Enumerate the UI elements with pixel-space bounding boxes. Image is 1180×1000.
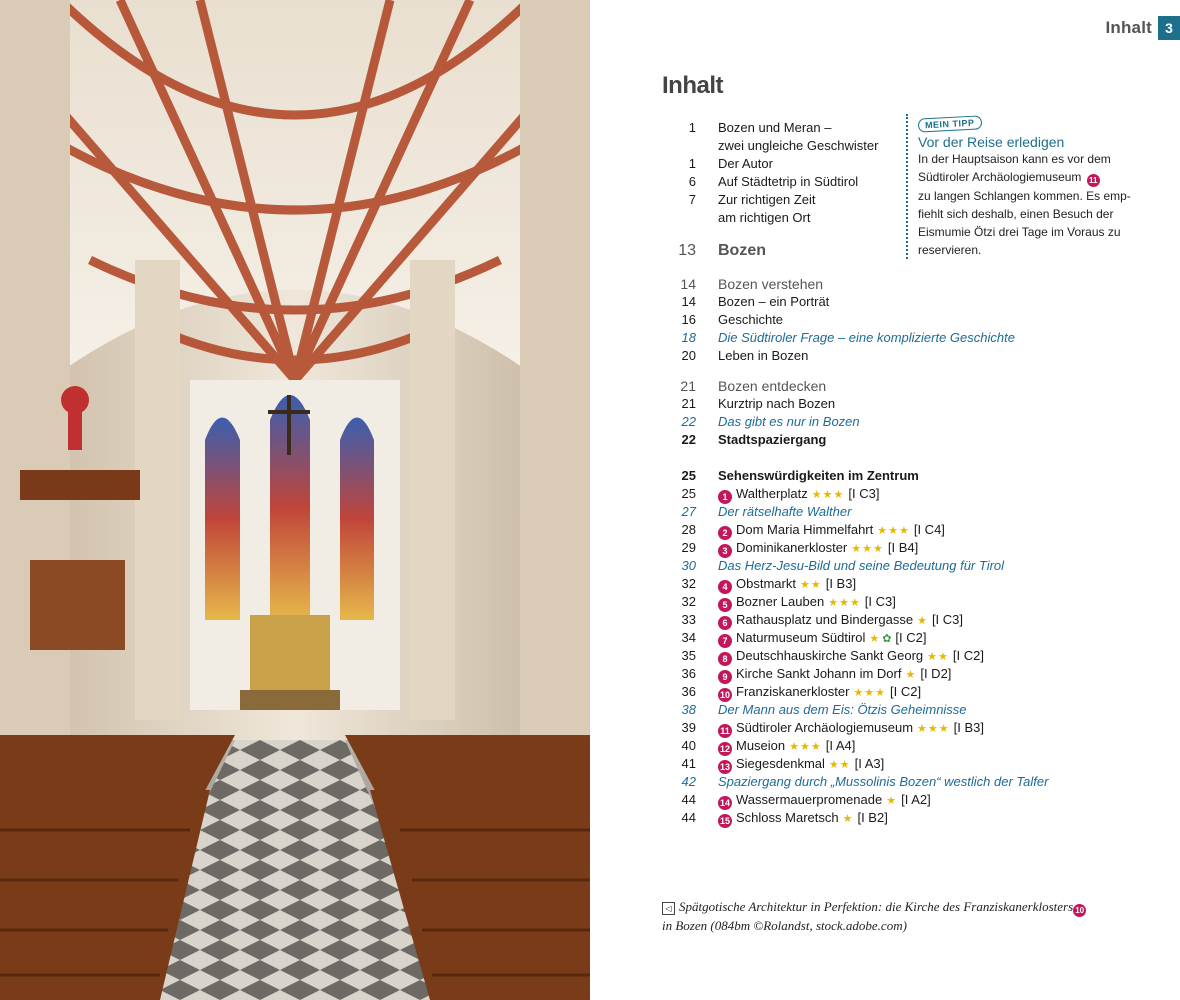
map-grid-reference: [I A3]	[854, 756, 885, 771]
toc-page-number: 36	[681, 666, 696, 681]
toc-entry-label: Schloss Maretsch	[736, 810, 839, 825]
poi-badge: 8	[718, 652, 732, 666]
map-grid-reference: [I D2]	[920, 666, 952, 681]
toc-entry-label: Zur richtigen Zeit	[718, 192, 816, 207]
toc-spacer	[662, 263, 1102, 275]
toc-entry-label: Der rätselhafte Walther	[718, 504, 852, 519]
toc-entry-text	[718, 467, 919, 485]
toc-entry-text	[718, 683, 921, 701]
toc-entry-text	[718, 209, 810, 227]
toc-entry[interactable]	[662, 557, 1102, 575]
toc-page-number: 35	[681, 648, 696, 663]
toc-entry-label: Südtiroler Archäologiemuseum	[736, 720, 914, 735]
toc-page-number: 20	[681, 348, 696, 363]
star-rating-icon: ★★	[927, 651, 949, 663]
star-rating-icon: ★	[917, 615, 928, 627]
poi-badge: 12	[719, 744, 730, 754]
toc-entry-label: Rathausplatz und Bindergasse	[736, 612, 914, 627]
star-rating-icon: ★★	[799, 579, 822, 591]
map-grid-reference: [I C3]	[864, 594, 896, 609]
toc-entry-label: am richtigen Ort	[718, 210, 811, 225]
map-grid-reference: [I B3]	[953, 720, 984, 735]
toc-entry-label: Bozen und Meran –	[718, 120, 832, 135]
toc-entry[interactable]	[662, 611, 1102, 629]
toc-entry-text	[718, 773, 1048, 791]
poi-badge: 4	[718, 580, 732, 594]
toc-entry-text	[718, 395, 835, 413]
toc-page-number: 34	[681, 630, 696, 645]
toc-entry[interactable]	[662, 773, 1102, 791]
toc-entry[interactable]	[662, 347, 1102, 365]
poi-badge: 15	[719, 816, 730, 826]
map-grid-reference: [I B2]	[857, 810, 888, 825]
toc-page-number: 14	[681, 294, 696, 309]
toc-entry-label: Dom Maria Himmelfahrt	[736, 522, 874, 537]
toc-page-number: 28	[681, 522, 696, 537]
tip-heading: Vor der Reise erledigen	[918, 134, 1065, 150]
running-header	[1105, 16, 1180, 40]
toc-entry-label: Deutschhauskirche Sankt Georg	[736, 648, 924, 663]
toc-page-number: 38	[681, 702, 696, 717]
toc-entry-text	[718, 737, 855, 755]
tip-body	[918, 150, 1138, 259]
poi-badge: 13	[719, 762, 730, 772]
toc-page-number: 6	[688, 174, 696, 189]
star-rating-icon: ★	[886, 795, 898, 807]
star-rating-icon: ★	[905, 669, 917, 681]
toc-entry-text	[718, 665, 951, 683]
toc-entry[interactable]	[662, 431, 1102, 449]
poi-badge: 5	[718, 598, 732, 612]
toc-page-number: 42	[681, 774, 696, 789]
star-rating-icon: ★★★	[811, 489, 845, 501]
toc-page-number: 27	[681, 504, 696, 519]
toc-page-number: 39	[681, 720, 696, 735]
tip-line: In der Hauptsaison kann es vor dem	[918, 152, 1111, 166]
star-rating-icon: ★★★	[789, 741, 822, 753]
toc-page-number	[662, 209, 696, 227]
poi-badge: 2	[718, 526, 732, 540]
toc-entry-label: Bozen	[718, 242, 766, 259]
toc-entry-text	[718, 239, 766, 263]
poi-badge: 6	[718, 616, 732, 630]
toc-page-number: 44	[681, 810, 696, 825]
poi-badge: 11	[1087, 174, 1100, 187]
toc-entry-label: Siegesdenkmal	[736, 756, 825, 771]
toc-page-number: 36	[681, 684, 696, 699]
toc-entry[interactable]	[662, 275, 1102, 293]
poi-badge: 10	[719, 690, 730, 700]
toc-page-number: 18	[681, 330, 696, 345]
left-arrow-icon: ◁	[662, 902, 675, 915]
toc-entry[interactable]	[662, 575, 1102, 593]
toc-entry-label: Bozen verstehen	[718, 276, 824, 292]
toc-page-number: 25	[681, 468, 696, 483]
poi-badge: 14	[719, 798, 730, 808]
star-rating-icon: ★	[842, 813, 854, 825]
toc-entry-text	[718, 119, 831, 137]
toc-page-number: 7	[688, 192, 696, 207]
toc-entry-label: Bozner Lauben	[736, 594, 825, 609]
poi-badge: 11	[718, 724, 732, 738]
tip-line: zu langen Schlangen kommen. Es emp-	[918, 189, 1131, 203]
toc-entry-text	[718, 539, 918, 557]
toc-page-number: 40	[681, 738, 696, 753]
toc-entry-text	[718, 275, 823, 293]
toc-entry-text	[718, 611, 963, 629]
toc-entry[interactable]	[662, 311, 1102, 329]
toc-spacer	[662, 449, 1102, 467]
toc-entry-text	[718, 155, 773, 173]
toc-entry[interactable]	[662, 539, 1102, 557]
star-rating-icon: ★★★	[917, 723, 950, 735]
poi-badge: 7	[718, 634, 732, 648]
toc-entry[interactable]	[662, 521, 1102, 539]
toc-page-number: 25	[681, 486, 696, 501]
toc-entry-label: Geschichte	[718, 312, 784, 327]
toc-page-number: 14	[680, 276, 696, 292]
toc-entry-text	[718, 593, 896, 611]
toc-entry[interactable]	[662, 755, 1102, 773]
mein-tipp-badge: MEIN TIPP	[918, 115, 982, 132]
toc-page-number: 32	[681, 576, 696, 591]
toc-entry-label: Der Autor	[718, 156, 773, 171]
photo-caption	[662, 898, 1132, 935]
toc-entry[interactable]	[662, 377, 1102, 395]
toc-entry-text	[718, 329, 1015, 347]
toc-entry-label: Franziskanerkloster	[736, 684, 850, 699]
mein-tipp-box	[906, 114, 1138, 259]
toc-entry-text	[718, 413, 860, 431]
toc-page-number: 41	[681, 756, 696, 771]
toc-entry-text	[718, 719, 984, 737]
toc-entry[interactable]	[662, 629, 1102, 647]
toc-page-number: 21	[681, 396, 696, 411]
star-rating-icon: ★★★	[853, 687, 887, 699]
toc-entry-text	[718, 311, 783, 329]
toc-page-number: 16	[681, 312, 696, 327]
toc-entry-text	[718, 293, 829, 311]
toc-entry-text	[718, 503, 851, 521]
toc-entry-text	[718, 557, 1004, 575]
toc-entry-label: Leben in Bozen	[718, 348, 809, 363]
toc-entry[interactable]	[662, 593, 1102, 611]
toc-entry-text	[718, 647, 984, 665]
toc-entry-text	[718, 629, 927, 647]
poi-badge: 10	[1073, 904, 1086, 917]
toc-entry-label: Museion	[736, 738, 786, 753]
toc-entry-label: Kurztrip nach Bozen	[718, 396, 836, 411]
tip-line	[918, 168, 1138, 187]
toc-entry-label: Der Mann aus dem Eis: Ötzis Geheimnisse	[718, 702, 967, 717]
star-rating-icon: ★★	[828, 759, 851, 771]
toc-entry-label: Die Südtiroler Frage – eine komplizierte Geschichte	[718, 330, 1015, 345]
star-rating-icon: ★★★	[851, 543, 884, 555]
tip-line: reservieren.	[918, 243, 982, 257]
toc-entry[interactable]	[662, 395, 1102, 413]
toc-page-number: 29	[681, 540, 696, 555]
toc-entry-text	[718, 791, 931, 809]
toc-entry-label: Das gibt es nur in Bozen	[718, 414, 860, 429]
toc-entry-text	[718, 191, 816, 209]
toc-entry-label: Waltherplatz	[736, 486, 808, 501]
toc-entry[interactable]	[662, 737, 1102, 755]
toc-entry-label: Bozen – ein Porträt	[718, 294, 830, 309]
map-grid-reference: [I C2]	[952, 648, 984, 663]
toc-entry-text	[718, 575, 856, 593]
map-grid-reference: [I A4]	[825, 738, 856, 753]
map-grid-reference: [I A2]	[901, 792, 931, 807]
toc-entry[interactable]	[662, 647, 1102, 665]
toc-entry[interactable]	[662, 791, 1102, 809]
star-rating-icon: ★★★	[828, 597, 861, 609]
caption-text: Spätgotische Architektur in Perfektion: die Kirche des Franziskanerklosters	[679, 899, 1074, 914]
toc-entry[interactable]	[662, 683, 1102, 701]
toc-entry[interactable]	[662, 485, 1102, 503]
toc-entry-label: Spaziergang durch „Mussolinis Bozen“ westlich der Talfer	[718, 774, 1049, 789]
toc-entry[interactable]	[662, 413, 1102, 431]
toc-entry[interactable]	[662, 719, 1102, 737]
caption-text: in Bozen (084bm ©Rolandst, stock.adobe.com)	[662, 918, 907, 933]
toc-page-number: 32	[681, 594, 696, 609]
map-grid-reference: [I B4]	[887, 540, 919, 555]
page-title: Inhalt	[662, 72, 723, 99]
toc-page-number: 33	[681, 612, 696, 627]
map-grid-reference: [I C2]	[895, 630, 927, 645]
contents-page	[590, 0, 1180, 1000]
page-number: 3	[1158, 16, 1180, 40]
poi-badge: 9	[718, 670, 732, 684]
map-grid-reference: [I C3]	[931, 612, 964, 627]
toc-entry-text	[718, 809, 888, 827]
header-title: Inhalt	[1105, 18, 1152, 37]
star-rating-icon: ★	[869, 633, 881, 645]
toc-entry-label: Kirche Sankt Johann im Dorf	[736, 666, 902, 681]
map-grid-reference: [I C2]	[890, 684, 922, 699]
toc-entry[interactable]	[662, 665, 1102, 683]
toc-entry-text	[718, 755, 884, 773]
poi-badge: 3	[718, 544, 732, 558]
toc-page-number: 13	[678, 242, 696, 259]
toc-entry-label: Dominikanerkloster	[736, 540, 848, 555]
map-grid-reference: [I C4]	[913, 522, 945, 537]
map-grid-reference: [I C3]	[848, 486, 880, 501]
tip-line: Eismumie Ötzi drei Tage im Voraus zu	[918, 225, 1121, 239]
eco-icon: ✿	[882, 633, 892, 645]
toc-entry-label: Stadtspaziergang	[718, 432, 827, 447]
toc-entry[interactable]	[662, 293, 1102, 311]
toc-entry[interactable]	[662, 467, 1102, 485]
toc-page-number: 1	[688, 156, 696, 171]
toc-entry-label: Auf Städtetrip in Südtirol	[718, 174, 859, 189]
toc-entry-text	[718, 521, 945, 539]
toc-entry[interactable]	[662, 503, 1102, 521]
toc-entry-label: zwei ungleiche Geschwister	[718, 138, 879, 153]
toc-entry-label: Obstmarkt	[736, 576, 796, 591]
toc-entry-label: Sehenswürdigkeiten im Zentrum	[718, 468, 919, 483]
toc-entry-text	[718, 137, 878, 155]
toc-page-number: 22	[681, 432, 696, 447]
toc-entry-text	[718, 485, 879, 503]
poi-badge: 1	[718, 490, 732, 504]
toc-entry[interactable]	[662, 329, 1102, 347]
toc-page-number: 30	[681, 558, 696, 573]
toc-entry-label: Bozen entdecken	[718, 378, 827, 394]
toc-entry-text	[718, 701, 967, 719]
toc-entry-text	[718, 431, 826, 449]
toc-page-number: 1	[688, 120, 696, 135]
toc-spacer	[662, 365, 1102, 377]
toc-entry-text	[718, 173, 858, 191]
toc-entry-label: Wassermauerpromenade	[736, 792, 883, 807]
tip-museum-name: Südtiroler Archäologiemuseum	[918, 170, 1082, 184]
toc-entry-text	[718, 347, 808, 365]
toc-entry[interactable]	[662, 701, 1102, 719]
toc-entry-label: Das Herz-Jesu-Bild und seine Bedeutung für Tirol	[718, 558, 1005, 573]
toc-entry-label: Naturmuseum Südtirol	[736, 630, 866, 645]
toc-page-number: 21	[680, 378, 696, 394]
toc-entry[interactable]	[662, 809, 1102, 827]
map-grid-reference: [I B3]	[825, 576, 857, 591]
toc-entry-text	[718, 377, 826, 395]
toc-page-number: 44	[681, 792, 696, 807]
tip-line: fiehlt sich deshalb, einen Besuch der	[918, 207, 1114, 221]
star-rating-icon: ★★★	[877, 525, 910, 537]
toc-page-number: 22	[681, 414, 696, 429]
toc-page-number	[662, 137, 696, 155]
